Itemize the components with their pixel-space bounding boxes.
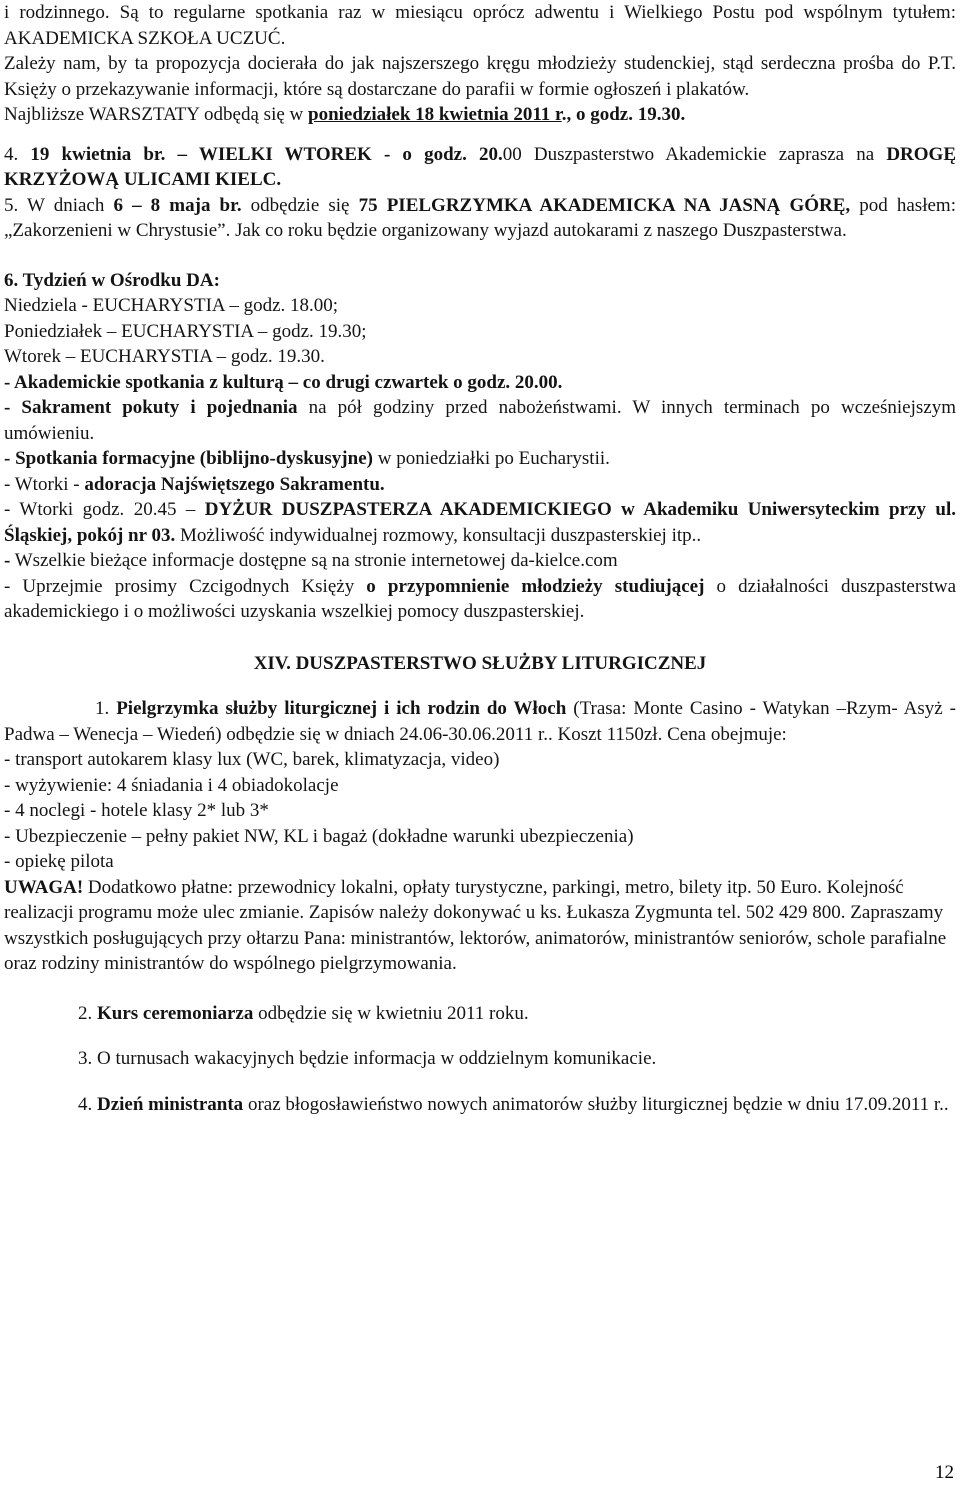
xiv-item-4 bbox=[4, 1092, 956, 1118]
title-bold: 75 PIELGRZYMKA AKADEMICKA NA JASNĄ GÓRĘ, bbox=[358, 194, 851, 216]
item-5 bbox=[4, 193, 956, 244]
date-bold: 19 kwietnia br. bbox=[30, 143, 166, 165]
spacer bbox=[4, 625, 956, 645]
schedule-line bbox=[4, 472, 956, 498]
text: - Wtorki godz. 20.45 – bbox=[4, 499, 205, 520]
text-bold: Pielgrzymka służby liturgicznej i ich rodzin do Włoch bbox=[116, 698, 567, 719]
text-bold: Kurs ceremoniarza bbox=[97, 1002, 254, 1024]
text-bold: DYŻUR DUSZPASTERZA AKADEMICKIEGO w Akademiku Uniwersyteckim przy ul. Śląskiej, pokój nr 03. bbox=[4, 499, 956, 546]
item-number: 1. bbox=[95, 698, 117, 719]
spacer bbox=[4, 1072, 956, 1092]
text: pod hasłem: „Zakorzenieni w Chrystusie”. Jak co roku będzie organizowany wyjazd autokarami z naszego Duszpasterstwa. bbox=[4, 194, 956, 241]
text: - Uprzejmie prosimy Czcigodnych Księży bbox=[4, 575, 367, 597]
schedule-line bbox=[4, 548, 956, 574]
cost-item: - Ubezpieczenie – pełny pakiet NW, KL i bagaż (dokładne warunki ubezpieczenia) bbox=[4, 825, 634, 847]
cost-item: - transport autokarem klasy lux (WC, barek, klimatyzacja, video) bbox=[4, 749, 500, 770]
page-number: 12 bbox=[935, 1462, 954, 1483]
schedule-line bbox=[4, 395, 956, 446]
text-bold: o przypomnienie młodzieży studiującej bbox=[366, 575, 705, 597]
spacer bbox=[4, 676, 956, 696]
schedule-line bbox=[4, 446, 956, 472]
text: (Trasa: Monte Casino - Watykan –Rzym- Asyż - Padwa – Wenecja – Wiedeń) odbędzie się w dniach 24.06-30.06.2011 r.. Koszt 1150zł. Cena obejmuje: bbox=[4, 698, 956, 745]
section-title: XIV. DUSZPASTERSTWO SŁUŻBY LITURGICZNEJ bbox=[253, 652, 707, 674]
time-bold: ., o godz. 19.30. bbox=[561, 104, 686, 125]
text: Wszelkie bieżące informacje dostępne są na stronie internetowej da-kielce.com bbox=[10, 550, 618, 571]
item-4 bbox=[4, 142, 956, 193]
text: odbędzie się w kwietniu 2011 roku. bbox=[253, 1002, 529, 1024]
paragraph-warsztaty bbox=[4, 102, 956, 128]
text: 00 Duszpasterstwo Akademickie zaprasza na bbox=[502, 143, 887, 165]
cost-item: - opiekę pilota bbox=[4, 851, 114, 872]
item-6-heading: 6. Tydzień w Ośrodku DA: bbox=[4, 269, 220, 291]
text: Zależy nam, by ta propozycja docierała do jak najszerszego kręgu młodzieży studenckiej, stąd serdeczna prośba do P.T. Księży o przekazywanie informacji, które są dostarczane do parafii w formie ogłoszeń i plakatów. bbox=[4, 53, 956, 100]
spacer bbox=[4, 977, 956, 1001]
schedule-line bbox=[4, 574, 956, 625]
item-number: 2. bbox=[78, 1002, 97, 1024]
text: - Wtorki - bbox=[4, 473, 85, 495]
uwaga-paragraph bbox=[4, 875, 956, 977]
paragraph-szkola-uczuc bbox=[4, 0, 956, 51]
xiv-item-2 bbox=[4, 1001, 956, 1027]
text: oraz błogosławieństwo nowych animatorów służby liturgicznej będzie w dniu 17.09.2011 r.. bbox=[243, 1093, 949, 1115]
text: Możliwość indywidualnej rozmowy, konsultacji duszpasterskiej itp.. bbox=[175, 524, 702, 546]
text-bold: - bbox=[4, 550, 11, 571]
text-bold: Dzień ministranta bbox=[97, 1093, 244, 1115]
schedule-line bbox=[4, 497, 956, 548]
text: w poniedziałki po Eucharystii. bbox=[372, 448, 610, 469]
text-bold: - Sakrament pokuty i pojednania bbox=[4, 397, 298, 418]
dash: – bbox=[165, 143, 199, 165]
cost-item: - wyżywienie: 4 śniadania i 4 obiadokolacje bbox=[4, 774, 339, 796]
title-bold: DROGĘ KRZYŻOWĄ ULICAMI KIELC. bbox=[4, 143, 957, 190]
item-number: 4. bbox=[4, 143, 31, 165]
schedule-line: - Akademickie spotkania z kulturą – co drugi czwartek o godz. 20.00. bbox=[4, 371, 563, 393]
title-bold: WIELKI WTOREK - o godz. 20. bbox=[198, 143, 503, 165]
schedule-line: Niedziela - EUCHARYSTIA – godz. 18.00; bbox=[4, 295, 339, 316]
text: Najbliższe WARSZTATY odbędą się w bbox=[4, 104, 308, 125]
spacer bbox=[4, 128, 956, 142]
text-bold: UWAGA! bbox=[4, 876, 84, 898]
schedule-line: Poniedziałek – EUCHARYSTIA – godz. 19.30; bbox=[4, 320, 367, 342]
spacer bbox=[4, 244, 956, 268]
text: o działalności duszpasterstwa akademickiego i o możliwości uzyskania wszelkiej pomocy duszpasterskiej. bbox=[4, 575, 957, 622]
text-bold: - Spotkania formacyjne (biblijno-dyskusyjne) bbox=[4, 448, 373, 469]
cost-item: - 4 noclegi - hotele klasy 2* lub 3* bbox=[4, 800, 269, 821]
xiv-item-3: 3. O turnusach wakacyjnych będzie informacja w oddzielnym komunikacie. bbox=[78, 1048, 657, 1069]
date-underlined: poniedziałek 18 kwietnia 2011 r bbox=[308, 104, 562, 125]
text: odbędzie się bbox=[241, 194, 359, 216]
spacer bbox=[4, 1026, 956, 1046]
item-number: 4. bbox=[78, 1093, 97, 1115]
date-bold: 6 – 8 maja br. bbox=[113, 194, 242, 216]
paragraph-prosba bbox=[4, 51, 956, 102]
item-number: 5. W dniach bbox=[4, 194, 114, 216]
xiv-item-1 bbox=[4, 696, 956, 747]
text-bold: adoracja Najświętszego Sakramentu. bbox=[84, 473, 385, 495]
schedule-line: Wtorek – EUCHARYSTIA – godz. 19.30. bbox=[4, 346, 325, 367]
text: na pół godziny przed nabożeństwami. W innych terminach po wcześniejszym umówieniu. bbox=[4, 397, 956, 444]
text: Dodatkowo płatne: przewodnicy lokalni, opłaty turystyczne, parkingi, metro, bilety itp. 50 Euro. Kolejność realizacji programu może ulec zmianie. Zapisów należy dokonywać u ks. Łukasza Zygmunta tel. 502 429 800. Zapraszamy wszystkich posługujących przy ołtarzu Pana: ministrantów, lektorów, animatorów, ministrantów seniorów, schole parafialne oraz rodziny ministrantów do wspólnego pielgrzymowania. bbox=[4, 876, 947, 974]
text: i rodzinnego. Są to regularne spotkania raz w miesiącu oprócz adwentu i Wielkiego Postu pod wspólnym tytułem: AKADEMICKA SZKOŁA UCZUĆ. bbox=[4, 2, 956, 49]
